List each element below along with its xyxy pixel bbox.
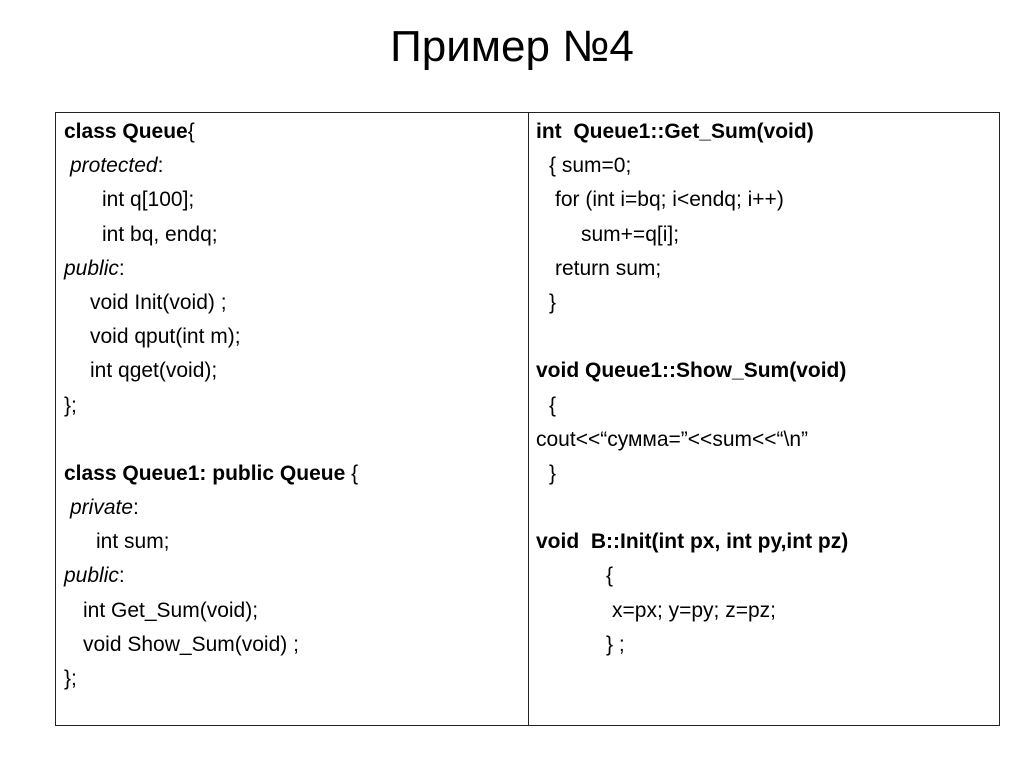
code-line: {: [606, 564, 614, 588]
code-line: int q[100];: [102, 188, 195, 212]
code-line: int qget(void);: [90, 359, 218, 383]
code-line: x=px; y=py; z=pz;: [612, 598, 777, 622]
slide-title: Пример №4: [390, 22, 634, 71]
code-line: protected:: [70, 154, 164, 178]
code-line: void Init(void) ;: [90, 290, 227, 314]
code-line: };: [64, 667, 77, 690]
code-line: void Show_Sum(void) ;: [83, 632, 299, 656]
code-line: return sum;: [555, 256, 662, 280]
code-line: { sum=0;: [549, 154, 632, 178]
code-line: } ;: [606, 632, 625, 656]
code-line: int bq, endq;: [102, 222, 218, 246]
code-line: int sum;: [96, 530, 170, 554]
right-code-column: [529, 113, 999, 725]
code-line: void qput(int m);: [90, 325, 241, 349]
code-line: private:: [70, 496, 139, 520]
code-line: class Queue{: [64, 120, 195, 143]
code-line: class Queue1: public Queue {: [64, 461, 359, 485]
code-line: sum+=q[i];: [581, 222, 680, 246]
code-line: };: [64, 393, 77, 417]
code-line: public:: [64, 564, 125, 588]
code-line: for (int i=bq; i<endq; i++): [555, 188, 784, 212]
code-line: }: [549, 290, 557, 314]
code-line: [536, 320, 999, 354]
code-line: void Queue1::Show_Sum(void): [536, 359, 847, 383]
code-line: public:: [64, 256, 125, 280]
code-line: {: [549, 393, 557, 417]
code-line: cout<<“сумма=”<<sum<<“\n”: [536, 427, 809, 451]
code-line: int Queue1::Get_Sum(void): [536, 120, 814, 143]
code-line: void B::Init(int px, int py,int pz): [536, 530, 849, 554]
code-line: [64, 423, 528, 457]
code-table: [55, 112, 1000, 726]
code-line: int Get_Sum(void);: [83, 598, 259, 622]
code-line: }: [549, 461, 557, 485]
code-line: [536, 491, 999, 525]
left-code-column: [56, 113, 529, 725]
